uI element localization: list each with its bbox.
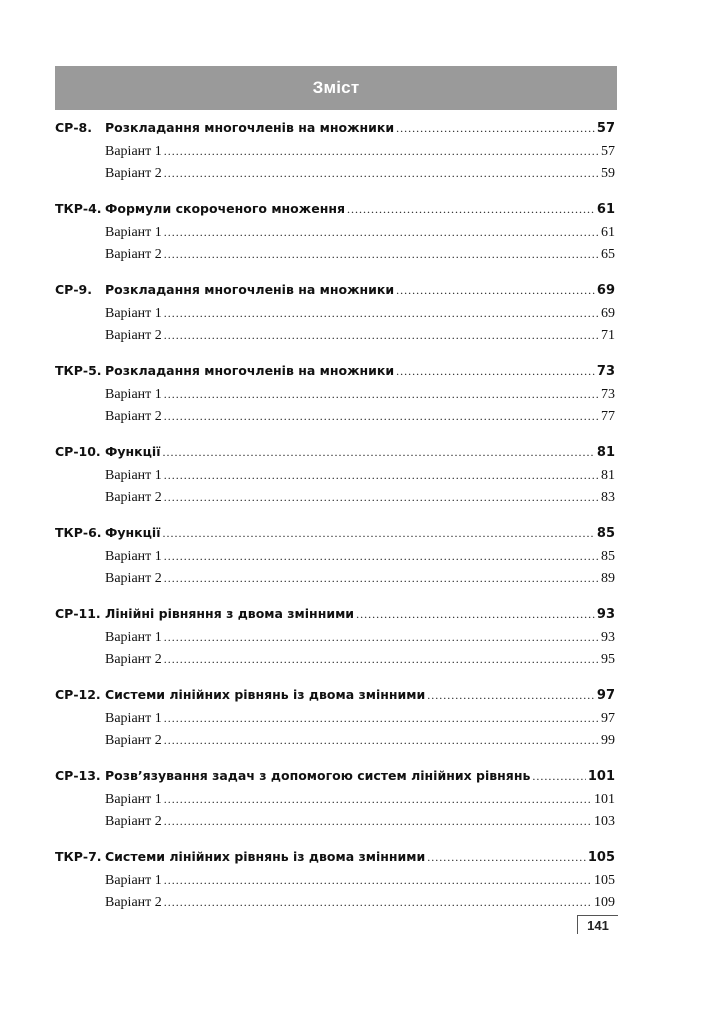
toc-variant-label: Варіант 2 xyxy=(105,247,162,262)
toc-entry[interactable] xyxy=(55,282,615,306)
toc-variant-label: Варіант 1 xyxy=(105,387,162,402)
toc-variant-label: Варіант 2 xyxy=(105,895,162,910)
toc-variant-label: Варіант 1 xyxy=(105,792,162,807)
contents-title: Зміст xyxy=(312,78,360,97)
dot-leader xyxy=(164,306,599,321)
toc-variant[interactable] xyxy=(55,144,615,166)
dot-leader xyxy=(164,225,599,240)
toc-variant-label: Варіант 1 xyxy=(105,144,162,159)
toc-entry[interactable] xyxy=(55,120,615,144)
toc-variant[interactable] xyxy=(55,571,615,593)
toc-variant[interactable] xyxy=(55,733,615,755)
toc-variant-page: 93 xyxy=(601,630,615,645)
toc-entry-title: Системи лінійних рівнянь із двома змінними xyxy=(105,687,426,702)
dot-leader xyxy=(164,895,592,910)
toc-variant[interactable] xyxy=(55,895,615,917)
toc-entry-title: Розкладання многочленів на множники xyxy=(105,282,395,297)
dot-leader xyxy=(164,144,599,159)
toc-variant[interactable] xyxy=(55,630,615,652)
toc-variant-label: Варіант 2 xyxy=(105,733,162,748)
toc-entry-code: ТКР-5. xyxy=(55,363,102,378)
toc-variant-page: 101 xyxy=(594,792,615,807)
toc-entry-code: СР-13. xyxy=(55,768,101,783)
toc-entry[interactable] xyxy=(55,768,615,792)
dot-leader xyxy=(532,769,585,784)
toc-entry-title: Формули скороченого множення xyxy=(105,201,345,216)
toc-entry-page: 101 xyxy=(587,769,615,784)
toc-entry-title: Функції xyxy=(105,444,161,459)
toc-entry-page: 105 xyxy=(587,850,615,865)
toc-entry-page: 57 xyxy=(596,121,615,136)
toc-variant[interactable] xyxy=(55,814,615,836)
toc-entry-title: Системи лінійних рівнянь із двома змінними xyxy=(105,849,426,864)
toc-entry-code: ТКР-4. xyxy=(55,201,102,216)
toc-entry-page: 69 xyxy=(596,283,615,298)
dot-leader xyxy=(163,445,595,460)
toc-variant[interactable] xyxy=(55,409,615,431)
toc-entry-code: ТКР-7. xyxy=(55,849,102,864)
toc-variant[interactable] xyxy=(55,166,615,188)
toc-variant-label: Варіант 2 xyxy=(105,409,162,424)
toc-entry[interactable] xyxy=(55,687,615,711)
toc-entry[interactable] xyxy=(55,606,615,630)
table-of-contents xyxy=(55,120,615,930)
toc-entry-page: 81 xyxy=(596,445,615,460)
toc-variant-label: Варіант 1 xyxy=(105,225,162,240)
toc-entry-code: ТКР-6. xyxy=(55,525,102,540)
toc-variant[interactable] xyxy=(55,711,615,733)
toc-variant-page: 83 xyxy=(601,490,615,505)
toc-variant[interactable] xyxy=(55,873,615,895)
toc-variant-label: Варіант 1 xyxy=(105,630,162,645)
dot-leader xyxy=(396,283,595,298)
toc-entry-title: Розв’язування задач з допомогою систем лінійних рівнянь xyxy=(105,768,531,783)
dot-leader xyxy=(164,571,599,586)
dot-leader xyxy=(164,387,599,402)
toc-variant-page: 65 xyxy=(601,247,615,262)
toc-variant-page: 77 xyxy=(601,409,615,424)
toc-entry-page: 97 xyxy=(596,688,615,703)
dot-leader xyxy=(164,814,592,829)
toc-variant-label: Варіант 1 xyxy=(105,873,162,888)
toc-entry[interactable] xyxy=(55,444,615,468)
toc-section xyxy=(55,768,615,836)
toc-section xyxy=(55,687,615,755)
toc-variant-page: 89 xyxy=(601,571,615,586)
dot-leader xyxy=(396,364,595,379)
dot-leader xyxy=(356,607,595,622)
dot-leader xyxy=(427,850,586,865)
toc-variant[interactable] xyxy=(55,247,615,269)
dot-leader xyxy=(164,733,599,748)
page-number: 141 xyxy=(587,917,609,933)
dot-leader xyxy=(164,490,599,505)
toc-variant-page: 105 xyxy=(594,873,615,888)
dot-leader xyxy=(164,247,599,262)
toc-variant-page: 103 xyxy=(594,814,615,829)
toc-entry-title: Функції xyxy=(105,525,161,540)
dot-leader xyxy=(347,202,595,217)
dot-leader xyxy=(164,792,592,807)
dot-leader xyxy=(164,549,599,564)
toc-variant-page: 95 xyxy=(601,652,615,667)
toc-entry-title: Розкладання многочленів на множники xyxy=(105,363,395,378)
dot-leader xyxy=(164,409,599,424)
toc-variant-page: 99 xyxy=(601,733,615,748)
toc-section xyxy=(55,363,615,431)
toc-variant-label: Варіант 1 xyxy=(105,468,162,483)
toc-variant-label: Варіант 2 xyxy=(105,652,162,667)
dot-leader xyxy=(164,630,599,645)
toc-entry-page: 73 xyxy=(596,364,615,379)
toc-variant-page: 97 xyxy=(601,711,615,726)
toc-variant-label: Варіант 1 xyxy=(105,549,162,564)
toc-entry-code: СР-12. xyxy=(55,687,101,702)
dot-leader xyxy=(427,688,595,703)
toc-variant-page: 85 xyxy=(601,549,615,564)
toc-section xyxy=(55,525,615,593)
toc-section xyxy=(55,849,615,917)
toc-entry[interactable] xyxy=(55,849,615,873)
toc-variant[interactable] xyxy=(55,468,615,490)
toc-variant[interactable] xyxy=(55,306,615,328)
toc-variant-label: Варіант 1 xyxy=(105,711,162,726)
toc-variant-label: Варіант 2 xyxy=(105,166,162,181)
toc-entry-code: СР-11. xyxy=(55,606,101,621)
toc-entry-title: Лінійні рівняння з двома змінними xyxy=(105,606,355,621)
toc-entry-page: 85 xyxy=(596,526,615,541)
toc-variant[interactable] xyxy=(55,387,615,409)
toc-variant-page: 73 xyxy=(601,387,615,402)
dot-leader xyxy=(164,468,599,483)
toc-variant-page: 81 xyxy=(601,468,615,483)
toc-variant-label: Варіант 2 xyxy=(105,571,162,586)
toc-variant[interactable] xyxy=(55,549,615,571)
dot-leader xyxy=(163,526,595,541)
toc-entry[interactable] xyxy=(55,201,615,225)
dot-leader xyxy=(164,711,599,726)
toc-variant[interactable] xyxy=(55,490,615,512)
toc-variant[interactable] xyxy=(55,652,615,674)
toc-section xyxy=(55,606,615,674)
toc-variant-page: 69 xyxy=(601,306,615,321)
dot-leader xyxy=(164,328,599,343)
toc-variant-label: Варіант 1 xyxy=(105,306,162,321)
toc-section xyxy=(55,201,615,269)
toc-variant-page: 59 xyxy=(601,166,615,181)
dot-leader xyxy=(164,873,592,888)
toc-entry-code: СР-10. xyxy=(55,444,101,459)
toc-variant[interactable] xyxy=(55,225,615,247)
toc-variant-label: Варіант 2 xyxy=(105,490,162,505)
dot-leader xyxy=(396,121,595,136)
toc-entry-code: СР-8. xyxy=(55,120,92,135)
toc-variant-page: 71 xyxy=(601,328,615,343)
toc-variant-label: Варіант 2 xyxy=(105,328,162,343)
dot-leader xyxy=(164,166,599,181)
toc-section xyxy=(55,282,615,350)
dot-leader xyxy=(164,652,599,667)
toc-variant-page: 61 xyxy=(601,225,615,240)
toc-entry-page: 93 xyxy=(596,607,615,622)
toc-section xyxy=(55,444,615,512)
toc-entry-page: 61 xyxy=(596,202,615,217)
toc-variant-page: 109 xyxy=(594,895,615,910)
page-number-box xyxy=(577,915,618,934)
toc-variant-label: Варіант 2 xyxy=(105,814,162,829)
toc-variant[interactable] xyxy=(55,328,615,350)
contents-header-banner xyxy=(55,66,617,110)
toc-variant[interactable] xyxy=(55,792,615,814)
toc-variant-page: 57 xyxy=(601,144,615,159)
toc-entry-title: Розкладання многочленів на множники xyxy=(105,120,395,135)
toc-section xyxy=(55,120,615,188)
toc-entry[interactable] xyxy=(55,363,615,387)
toc-entry-code: СР-9. xyxy=(55,282,92,297)
toc-entry[interactable] xyxy=(55,525,615,549)
